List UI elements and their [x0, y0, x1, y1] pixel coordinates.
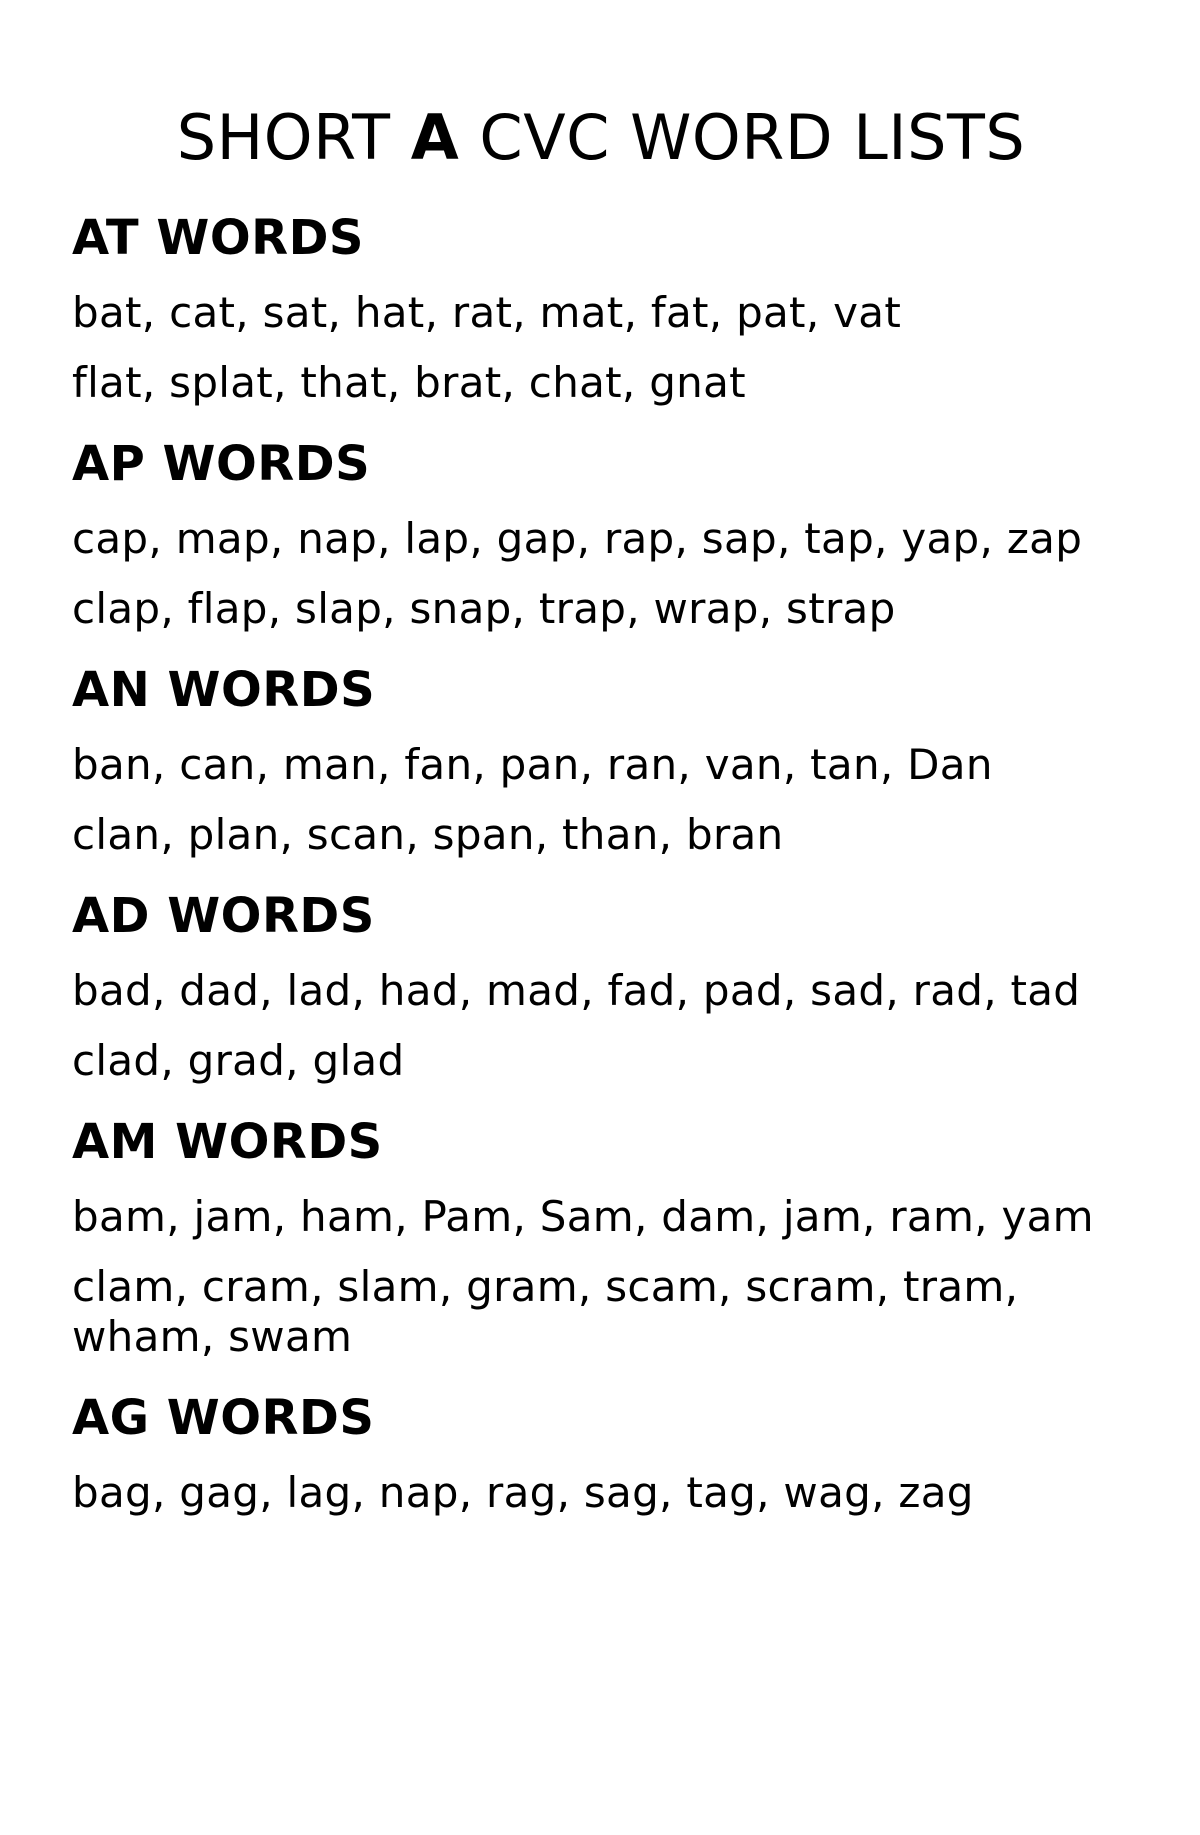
section-ap-words — [72, 434, 1130, 634]
section-heading: AD WORDS — [72, 888, 375, 944]
word-list-line: bag, gag, lag, nap, rag, sag, tag, wag, zag — [72, 1468, 974, 1517]
title-accent-letter: A — [410, 101, 460, 174]
title-prefix: SHORT — [176, 101, 411, 174]
word-list-line: ban, can, man, fan, pan, ran, van, tan, Dan — [72, 740, 993, 789]
word-list-line: bad, dad, lad, had, mad, fad, pad, sad, rad, tad — [72, 966, 1081, 1015]
section-heading: AT WORDS — [72, 210, 364, 266]
word-list-line: bat, cat, sat, hat, rat, mat, fat, pat, vat — [72, 288, 902, 337]
word-list-line: flat, splat, that, brat, chat, gnat — [72, 358, 746, 407]
section-an-words — [72, 660, 1130, 860]
section-ad-words — [72, 886, 1130, 1086]
word-list-line: clan, plan, scan, span, than, bran — [72, 810, 784, 859]
section-heading: AP WORDS — [72, 436, 371, 492]
section-heading: AM WORDS — [72, 1114, 383, 1170]
section-at-words — [72, 208, 1130, 408]
page-title — [72, 96, 1130, 180]
section-am-words — [72, 1112, 1130, 1362]
word-list-line: clap, flap, slap, snap, trap, wrap, strap — [72, 584, 896, 633]
section-heading: AG WORDS — [72, 1390, 375, 1446]
title-suffix: CVC WORD LISTS — [459, 101, 1026, 174]
section-ag-words — [72, 1388, 1130, 1518]
word-list-line: bam, jam, ham, Pam, Sam, dam, jam, ram, yam — [72, 1192, 1094, 1241]
word-list-line: clam, cram, slam, gram, scam, scram, tram, wham, swam — [72, 1262, 1019, 1361]
section-heading: AN WORDS — [72, 662, 376, 718]
word-list-line: clad, grad, glad — [72, 1036, 405, 1085]
word-list-line: cap, map, nap, lap, gap, rap, sap, tap, yap, zap — [72, 514, 1083, 563]
